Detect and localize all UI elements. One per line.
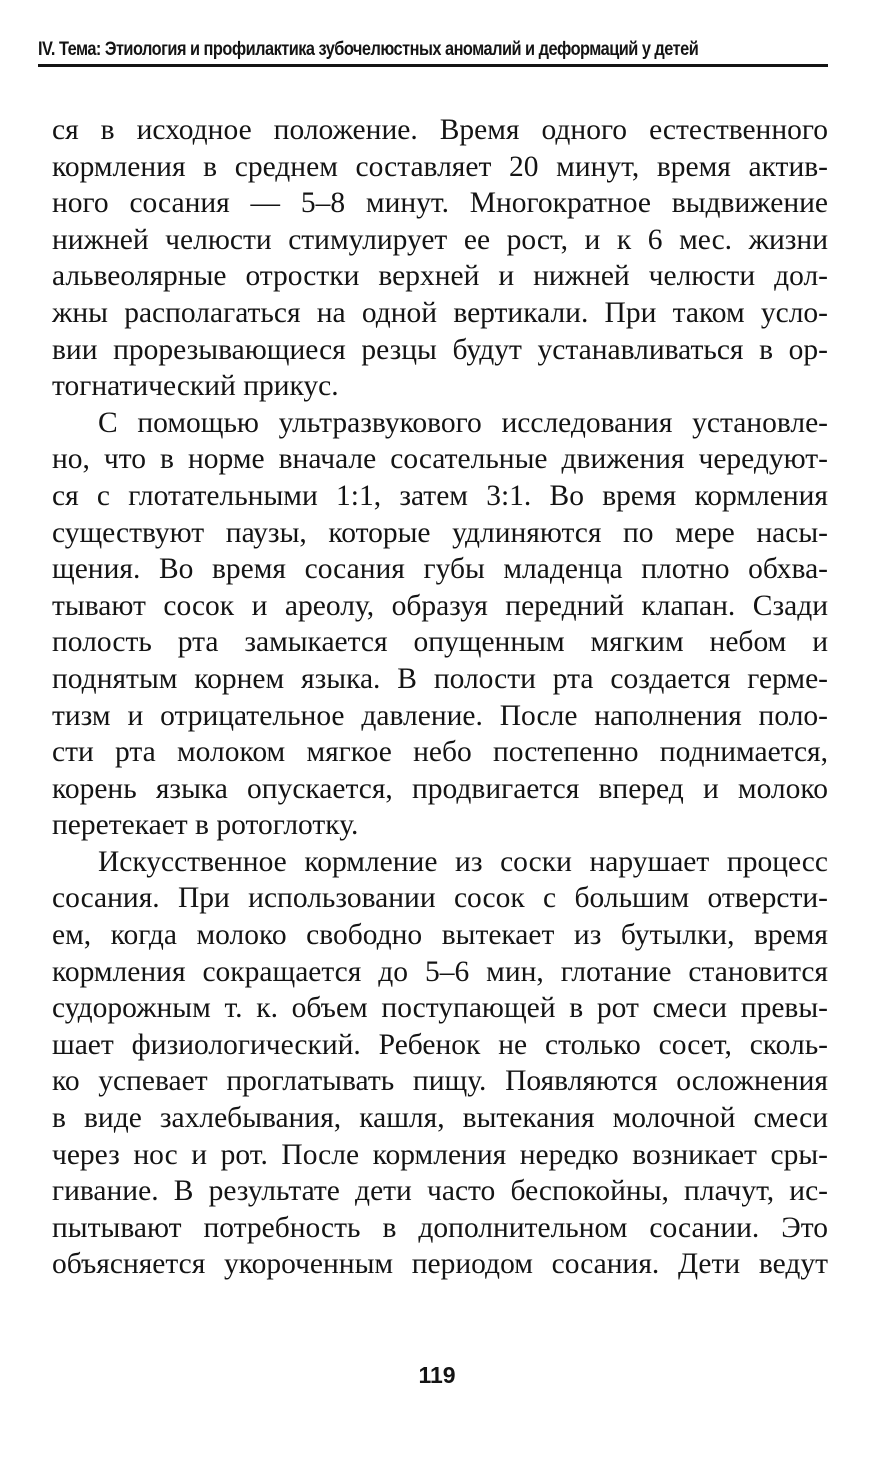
text-line: судорожным т. к. объем поступающей в рот смеси превы-: [52, 992, 828, 1025]
text-line: вии прорезывающиеся резцы будут устанавливаться в ор-: [52, 333, 828, 366]
text-line: пытывают потребность в дополнительном сосании. Это: [52, 1211, 828, 1244]
running-header: IV. Тема: Этиология и профилактика зубочелюстных аномалий и деформаций у детей: [38, 39, 699, 60]
body-text: [52, 112, 828, 1283]
text-line: ся с глотательными 1:1, затем 3:1. Во время кормления: [52, 479, 828, 512]
text-line: ко успевает проглатывать пищу. Появляются осложнения: [52, 1065, 828, 1098]
text-line: щения. Во время сосания губы младенца плотно обхва-: [52, 553, 828, 586]
text-line: ного сосания — 5–8 минут. Многократное выдвижение: [52, 187, 828, 220]
text-line: тогнатический прикус.: [52, 370, 339, 403]
text-line: в виде захлебывания, кашля, вытекания молочной смеси: [52, 1102, 828, 1135]
text-line: сосания. При использовании сосок с большим отверсти-: [52, 882, 828, 915]
text-line: через нос и рот. После кормления нередко возникает сры-: [52, 1138, 828, 1171]
text-line: гивание. В результате дети часто беспокойны, плачут, ис-: [52, 1175, 828, 1208]
text-line: перетекает в ротоглотку.: [52, 809, 359, 842]
text-line: тизм и отрицательное давление. После наполнения поло-: [52, 699, 828, 732]
text-line: тывают сосок и ареолу, образуя передний клапан. Сзади: [52, 589, 828, 622]
text-line: альвеолярные отростки верхней и нижней челюсти дол-: [52, 260, 828, 293]
text-line: сти рта молоком мягкое небо постепенно поднимается,: [52, 736, 828, 769]
text-line: шает физиологический. Ребенок не столько сосет, сколь-: [52, 1028, 828, 1061]
text-line: нижней челюсти стимулирует ее рост, и к 6 мес. жизни: [52, 223, 828, 256]
text-line: корень языка опускается, продвигается вперед и молоко: [52, 772, 828, 805]
text-line: объясняется укороченным периодом сосания. Дети ведут: [52, 1248, 828, 1281]
text-line: ем, когда молоко свободно вытекает из бутылки, время: [52, 919, 828, 952]
text-line: жны располагаться на одной вертикали. При таком усло-: [52, 296, 828, 329]
paragraph-3: [52, 844, 828, 1283]
paragraph-2: [52, 405, 828, 844]
text-line: С помощью ультразвукового исследования установле-: [98, 406, 828, 439]
text-line: кормления в среднем составляет 20 минут, время актив-: [52, 150, 828, 183]
text-line: поднятым корнем языка. В полости рта создается герме-: [52, 662, 828, 695]
text-line: Искусственное кормление из соски нарушает процесс: [98, 845, 828, 878]
header-rule: [38, 64, 828, 67]
paragraph-1: [52, 112, 828, 405]
text-line: существуют паузы, которые удлиняются по мере насы-: [52, 516, 828, 549]
text-line: ся в исходное положение. Время одного естественного: [52, 114, 828, 146]
text-line: но, что в норме вначале сосательные движения чередуют-: [52, 443, 828, 476]
page-number: 119: [418, 1362, 456, 1388]
text-line: полость рта замыкается опущенным мягким небом и: [52, 626, 828, 659]
text-line: кормления сокращается до 5–6 мин, глотание становится: [52, 955, 828, 988]
